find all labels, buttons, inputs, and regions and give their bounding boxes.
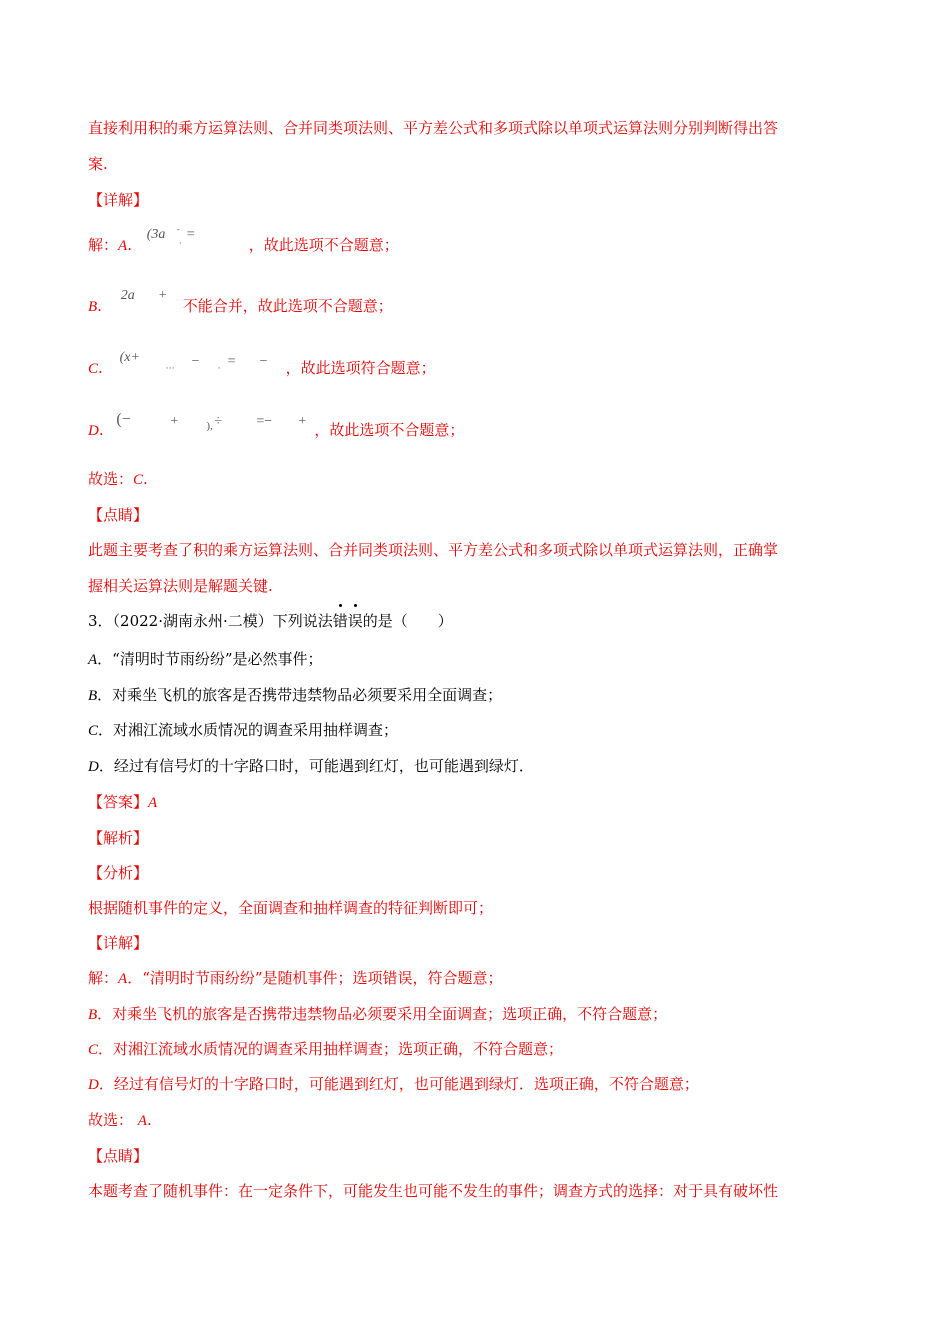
option-dot: . — [98, 359, 103, 377]
choice-suffix: . — [143, 470, 148, 488]
emphasis-char: 误 — [347, 612, 363, 630]
option-c-solution — [88, 350, 862, 383]
formula-fragment: - — [176, 224, 180, 234]
choice-letter: A — [137, 1113, 147, 1129]
option-text: ．“清明时节雨纷纷”是必然事件； — [97, 650, 323, 668]
question-3-stem — [88, 610, 862, 632]
choice-prefix: 故选： — [88, 470, 134, 488]
analysis-label: 【解析】 — [88, 829, 149, 847]
formula-fragment: ··· — [165, 363, 175, 373]
option-dot: . — [98, 421, 104, 439]
question-3-option-d — [88, 755, 862, 778]
formula-fragment: · — [178, 238, 182, 248]
comment-label-q3: 【点睛】 — [88, 1147, 149, 1165]
formula-d — [108, 411, 314, 445]
formula-fragment: 2a — [120, 288, 135, 303]
option-d-solution — [88, 411, 862, 445]
option-text: ．经过有信号灯的十字路口时，可能遇到红灯，也可能遇到绿灯．选项正确，不符合题意； — [98, 1075, 699, 1093]
detail-option-d — [88, 1073, 862, 1096]
question-3-option-c — [88, 719, 862, 742]
formula-fragment: = — [227, 354, 236, 369]
answer-line — [88, 791, 862, 814]
formula-fragment: + — [158, 288, 167, 303]
option-letter: D — [88, 1077, 99, 1093]
option-letter: B — [88, 299, 98, 315]
option-dot: . — [127, 236, 132, 254]
detail-option-c — [88, 1038, 862, 1061]
formula-fragment: = — [186, 227, 195, 242]
stem-after: 的是（ ） — [362, 612, 453, 630]
choice-letter: C — [133, 472, 144, 488]
option-text: ．对乘坐飞机的旅客是否携带违禁物品必须要采用全面调查； — [97, 686, 503, 704]
formula-fragment: =− — [256, 414, 273, 429]
formula-fragment: ), — [206, 420, 213, 432]
option-c-tail: ，故此选项符合题意； — [285, 359, 436, 377]
comment-text-q3: 本题考查了随机事件：在一定条件下，可能发生也可能不发生的事件；调查方式的选择：对于具有破坏性 — [88, 1182, 779, 1200]
formula-fragment: + — [298, 414, 307, 429]
detail-option-b — [88, 1003, 862, 1026]
option-b-solution — [88, 288, 862, 321]
detail-option-a — [88, 967, 862, 990]
analysis-text-line-1: 直接利用积的乘方运算法则、合并同类项法则、平方差公式和多项式除以单项式运算法则分别判断得出答 — [88, 119, 779, 137]
formula-fragment: (3a — [146, 227, 166, 242]
option-text: ．“清明时节雨纷纷”是随机事件；选项错误，符合题意； — [127, 969, 503, 987]
option-letter: D — [88, 423, 99, 439]
fenxi-label: 【分析】 — [88, 864, 149, 882]
option-letter: A — [88, 652, 98, 668]
option-text: ．对湘江流域水质情况的调查采用抽样调查；选项正确，不符合题意； — [98, 1040, 564, 1058]
option-letter: C — [88, 723, 99, 739]
option-a-tail: ，故此选项不合题意； — [248, 236, 399, 254]
option-a-solution — [88, 224, 862, 260]
option-d-tail: ，故此选项不合题意； — [314, 421, 465, 439]
fenxi-text: 根据随机事件的定义，全面调查和抽样调查的特征判断即可； — [88, 899, 494, 917]
choice-line — [88, 468, 862, 491]
option-text: ．对乘坐飞机的旅客是否携带违禁物品必须要采用全面调查；选项正确，不符合题意； — [97, 1005, 668, 1023]
option-dot: . — [97, 297, 102, 315]
option-letter: C — [88, 1042, 99, 1058]
formula-c — [108, 350, 286, 383]
comment-text-line-1: 此题主要考查了积的乘方运算法则、合并同类项法则、平方差公式和多项式除以单项式运算法则，正确掌 — [88, 541, 779, 559]
formula-fragment: + — [170, 414, 179, 429]
analysis-text-line-2: 案. — [88, 155, 108, 173]
formula-fragment: ÷ — [214, 414, 223, 429]
comment-heading: 【点睛】 — [88, 506, 149, 524]
choice-prefix: 故选： — [88, 1111, 134, 1129]
emphasis-char: 错 — [332, 612, 348, 630]
question-3-option-a — [88, 648, 862, 671]
detail-label: 【详解】 — [88, 934, 149, 952]
option-letter: C — [88, 361, 99, 377]
formula-b — [107, 288, 183, 321]
answer-label: 【答案】 — [88, 793, 149, 811]
solution-prefix: 解： — [88, 236, 119, 254]
option-text: ．经过有信号灯的十字路口时，可能遇到红灯，也可能遇到绿灯． — [98, 757, 534, 775]
formula-a — [137, 224, 249, 260]
formula-fragment: − — [191, 354, 200, 369]
option-letter: A — [118, 971, 128, 987]
option-letter: B — [88, 1007, 98, 1023]
formula-fragment: (x+ — [119, 350, 140, 365]
formula-fragment: · — [217, 363, 221, 373]
formula-fragment: (− — [116, 411, 131, 428]
choice-line-q3 — [88, 1109, 862, 1132]
comment-text-line-2: 握相关运算法则是解题关键. — [88, 577, 273, 595]
option-text: ．对湘江流域水质情况的调查采用抽样调查； — [98, 721, 399, 739]
question-3-option-b — [88, 684, 862, 707]
stem-before: 3．（2022·湖南永州·二模）下列说法 — [88, 612, 333, 630]
answer-value: A — [148, 795, 158, 811]
option-b-tail: 不能合并，故此选项不合题意； — [182, 297, 393, 315]
option-letter: B — [88, 688, 98, 704]
detail-heading: 【详解】 — [88, 191, 149, 209]
formula-fragment: − — [259, 354, 268, 369]
solution-prefix: 解： — [88, 969, 119, 987]
choice-suffix: . — [146, 1111, 152, 1129]
option-letter: A — [118, 238, 128, 254]
option-letter: D — [88, 759, 99, 775]
